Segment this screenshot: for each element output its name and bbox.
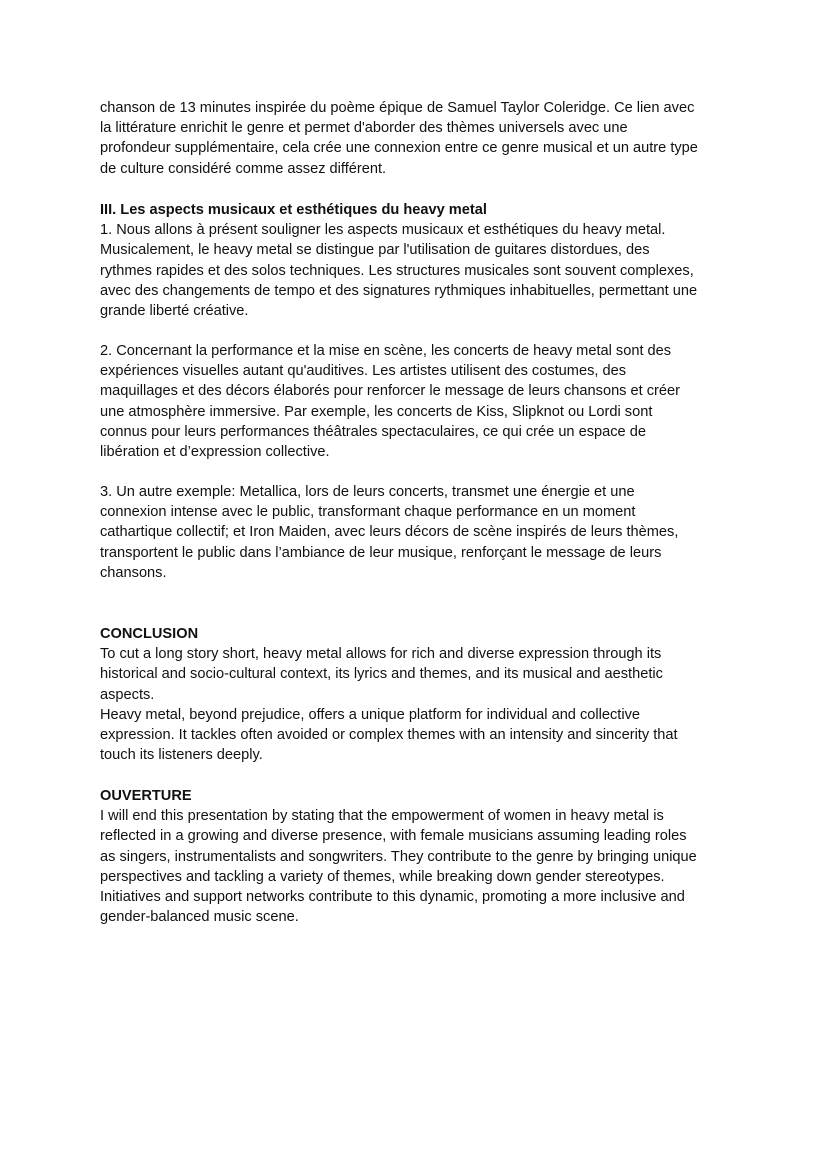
text-line: expression. It tackles often avoided or complex themes with an intensity and sincerity that [100,726,678,743]
text-line: Heavy metal, beyond prejudice, offers a unique platform for individual and collective [100,706,641,723]
text-line: connus pour leurs performances théâtrales spectaculaires, ce qui crée un espace de [100,423,646,440]
text-line: grande liberté créative. [100,302,249,319]
text-line: cathartique collectif; et Iron Maiden, avec leurs décors de scène inspirés de leurs thèmes, [100,524,679,541]
text-line: profondeur supplémentaire, cela crée une connexion entre ce genre musical et un autre type [100,140,698,157]
section-3 [100,200,760,321]
text-line: une atmosphère immersive. Par exemple, les concerts de Kiss, Slipknot ou Lordi sont [100,403,653,420]
text-line: 3. Un autre exemple: Metallica, lors de leurs concerts, transmet une énergie et une [100,484,635,500]
intro-paragraph [100,98,760,179]
ouverture-section [100,786,760,927]
section-3-paragraph-2 [100,341,760,462]
text-line: la littérature enrichit le genre et permet d'aborder des thèmes universels avec une [100,120,628,137]
text-line: libération et d’expression collective. [100,443,330,460]
text-line: expériences visuelles autant qu'auditives. Les artistes utilisent des costumes, des [100,363,627,380]
conclusion-section [100,624,760,765]
text-line: maquillages et des décors élaborés pour renforcer le message de leurs chansons et créer [100,383,681,400]
text-line: reflected in a growing and diverse presence, with female musicians assuming leading roles [100,828,687,845]
section-heading: III. Les aspects musicaux et esthétiques du heavy metal [100,202,487,218]
section-heading: OUVERTURE [100,788,192,804]
text-line: avec des changements de tempo et des signatures rythmiques inhabituelles, permettant une [100,282,698,299]
text-line: Initiatives and support networks contribute to this dynamic, promoting a more inclusive and [100,888,685,905]
text-line: aspects. [100,686,155,703]
text-line: as singers, instrumentalists and songwriters. They contribute to the genre by bringing unique [100,848,697,865]
text-line: transportent le public dans l’ambiance de leur musique, renforçant le message de leurs [100,544,662,561]
text-line: historical and socio-cultural context, its lyrics and themes, and its musical and aesthetic [100,666,663,683]
text-line: 2. Concernant la performance et la mise en scène, les concerts de heavy metal sont des [100,343,672,359]
text-line: chanson de 13 minutes inspirée du poème épique de Samuel Taylor Coleridge. Ce lien avec [100,100,695,116]
section-3-paragraph-3 [100,482,760,583]
text-line: Musicalement, le heavy metal se distingue par l'utilisation de guitares distordues, des [100,242,650,259]
text-line: I will end this presentation by stating that the empowerment of women in heavy metal is [100,808,664,825]
text-line: 1. Nous allons à présent souligner les aspects musicaux et esthétiques du heavy metal. [100,222,666,239]
text-line: gender-balanced music scene. [100,909,299,926]
text-line: connexion intense avec le public, transformant chaque performance en un moment [100,504,636,521]
text-line: de culture considéré comme assez différent. [100,160,387,177]
text-line: perspectives and tackling a variety of themes, while breaking down gender stereotypes. [100,868,665,885]
section-heading: CONCLUSION [100,626,199,642]
text-line: chansons. [100,564,167,581]
text-line: rythmes rapides et des solos techniques. Les structures musicales sont souvent complexes, [100,262,694,279]
text-line: To cut a long story short, heavy metal allows for rich and diverse expression through its [100,646,662,663]
text-line: touch its listeners deeply. [100,747,263,764]
